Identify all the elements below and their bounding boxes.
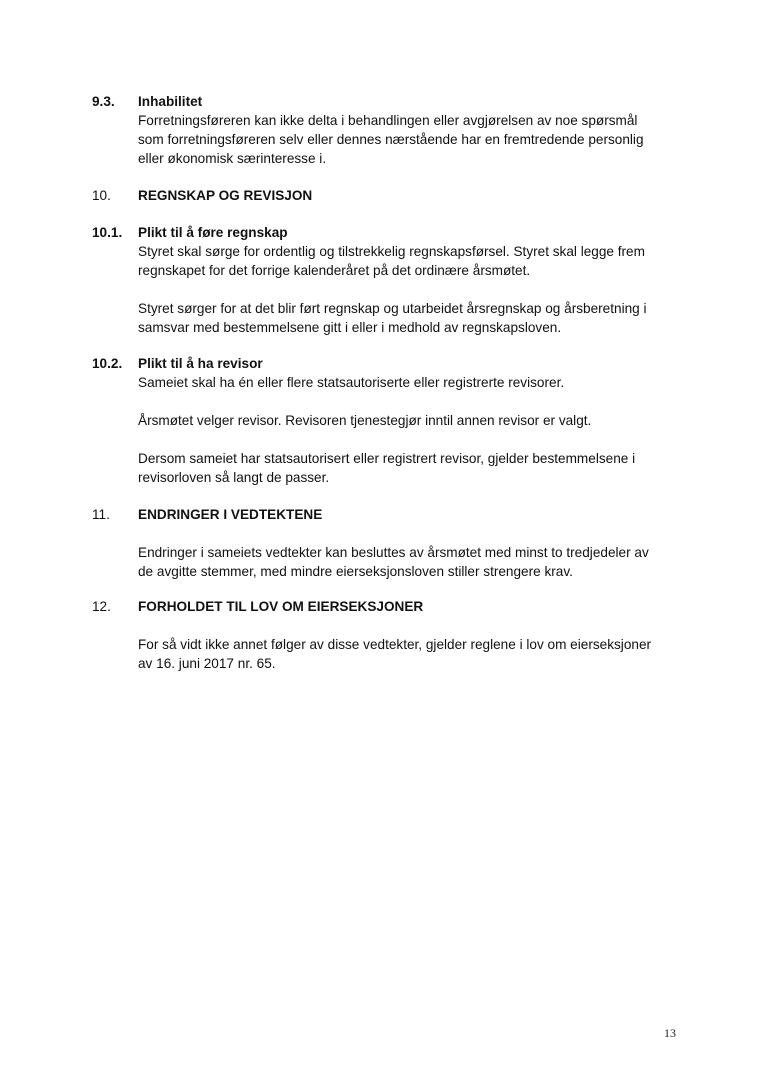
section-9-3 — [92, 92, 692, 168]
text-line: de avgitte stemmer, med mindre eierseksjonsloven stiller strengere krav. — [138, 564, 573, 579]
section-12 — [92, 597, 692, 673]
text-line: Årsmøtet velger revisor. Revisoren tjenestegjør inntil annen revisor er valgt. — [138, 413, 592, 428]
section-title: Inhabilitet — [138, 94, 203, 109]
section-10 — [92, 186, 692, 205]
paragraph — [138, 635, 692, 673]
section-number: 10. — [92, 188, 111, 203]
section-10-2 — [92, 354, 692, 487]
text-line: som forretningsføreren selv eller dennes nærstående har en fremtredende personlig — [138, 132, 644, 147]
text-line: samsvar med bestemmelsene gitt i eller i medhold av regnskapsloven. — [138, 320, 562, 335]
section-number: 12. — [92, 599, 111, 614]
paragraph — [138, 411, 692, 430]
section-heading: REGNSKAP OG REVISJON — [138, 188, 313, 203]
section-title: Plikt til å føre regnskap — [138, 225, 288, 240]
section-11 — [92, 505, 692, 581]
text-line: Endringer i sameiets vedtekter kan besluttes av årsmøtet med minst to tredjedeler av — [138, 545, 649, 560]
text-line: Forretningsføreren kan ikke delta i behandlingen eller avgjørelsen av noe spørsmål — [138, 113, 638, 128]
text-line: For så vidt ikke annet følger av disse vedtekter, gjelder reglene i lov om eierseksjoner — [138, 637, 652, 652]
page-number: 13 — [664, 1026, 676, 1040]
section-number: 11. — [92, 507, 110, 522]
text-line: Sameiet skal ha én eller flere statsautoriserte eller registrerte revisorer. — [138, 375, 565, 390]
paragraph — [138, 543, 692, 581]
paragraph — [138, 242, 692, 280]
paragraph — [138, 111, 692, 168]
text-line: revisorloven så langt de passer. — [138, 470, 330, 485]
text-line: regnskapet for det forrige kalenderåret på det ordinære årsmøtet. — [138, 263, 531, 278]
text-line: av 16. juni 2017 nr. 65. — [138, 656, 276, 671]
text-line: Styret skal sørge for ordentlig og tilstrekkelig regnskapsførsel. Styret skal legge frem — [138, 244, 645, 259]
paragraph — [138, 299, 692, 337]
section-heading: FORHOLDET TIL LOV OM EIERSEKSJONER — [138, 599, 424, 614]
section-10-1 — [92, 223, 692, 337]
section-title: Plikt til å ha revisor — [138, 356, 263, 371]
section-number: 10.2. — [92, 356, 123, 371]
section-number: 10.1. — [92, 225, 123, 240]
text-line: Styret sørger for at det blir ført regnskap og utarbeidet årsregnskap og årsberetning i — [138, 301, 647, 316]
section-number: 9.3. — [92, 94, 115, 109]
text-line: eller økonomisk særinteresse i. — [138, 151, 327, 166]
section-heading: ENDRINGER I VEDTEKTENE — [138, 507, 323, 522]
paragraph — [138, 449, 692, 487]
paragraph — [138, 373, 692, 392]
text-line: Dersom sameiet har statsautorisert eller registrert revisor, gjelder bestemmelsene i — [138, 451, 636, 466]
